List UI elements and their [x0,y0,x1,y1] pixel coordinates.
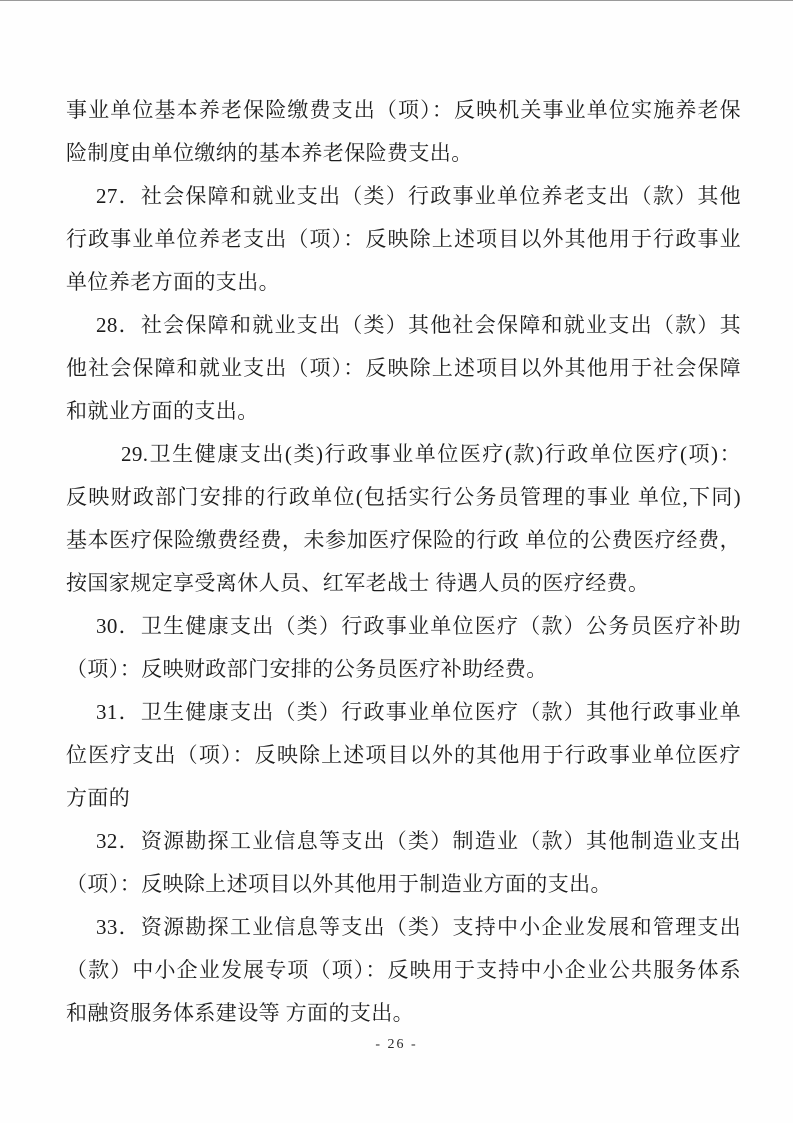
text-line: 和融资服务体系建设等 方面的支出。 [66,1001,415,1025]
text-line: 位医疗支出（项）：反映除上述项目以外的其他用于行政事业单位医疗 [66,743,741,767]
text-line: 方面的 [66,786,131,810]
paragraph-32 [66,820,741,906]
text-line: 30．卫生健康支出（类）行政事业单位医疗（款）公务员医疗补助 [96,614,741,638]
text-line: 和就业方面的支出。 [66,399,259,423]
paragraph-33 [66,906,741,1035]
paragraph-27 [66,175,741,304]
paragraph-29 [66,433,741,605]
paragraph-28 [66,304,741,433]
text-line: （项）：反映除上述项目以外其他用于制造业方面的支出。 [66,872,612,896]
text-line: 31．卫生健康支出（类）行政事业单位医疗（款）其他行政事业单 [96,700,741,724]
text-line: 按国家规定享受离休人员、红军老战士 待遇人员的医疗经费。 [66,571,650,595]
text-line: 29.卫生健康支出(类)行政事业单位医疗(款)行政单位医疗(项)： [121,442,741,466]
text-line: 单位养老方面的支出。 [66,270,280,294]
text-line: 27．社会保障和就业支出（类）行政事业单位养老支出（款）其他 [96,184,741,208]
page-number: - 26 - [375,1037,418,1052]
paragraph-continuation [66,89,741,175]
text-line: 反映财政部门安排的行政单位(包括实行公务员管理的事业 单位,下同) [66,485,741,509]
text-line: 基本医疗保险缴费经费，未参加医疗保险的行政 单位的公费医疗经费， [66,528,741,552]
text-line: （项）：反映财政部门安排的公务员医疗补助经费。 [66,657,548,681]
text-line: 32．资源勘探工业信息等支出（类）制造业（款）其他制造业支出 [96,829,741,853]
text-line: 28．社会保障和就业支出（类）其他社会保障和就业支出（款）其 [96,313,741,337]
document-body [66,89,741,1035]
text-line: 33．资源勘探工业信息等支出（类）支持中小企业发展和管理支出 [96,915,741,939]
paragraph-31 [66,691,741,820]
text-line: （款）中小企业发展专项（项）：反映用于支持中小企业公共服务体系 [66,958,741,982]
paragraph-30 [66,605,741,691]
text-line: 事业单位基本养老保险缴费支出（项）：反映机关事业单位实施养老保 [66,98,741,122]
text-line: 他社会保障和就业支出（项）：反映除上述项目以外其他用于社会保障 [66,356,741,380]
text-line: 行政事业单位养老支出（项）：反映除上述项目以外其他用于行政事业 [66,227,741,251]
text-line: 险制度由单位缴纳的基本养老保险费支出。 [66,141,473,165]
